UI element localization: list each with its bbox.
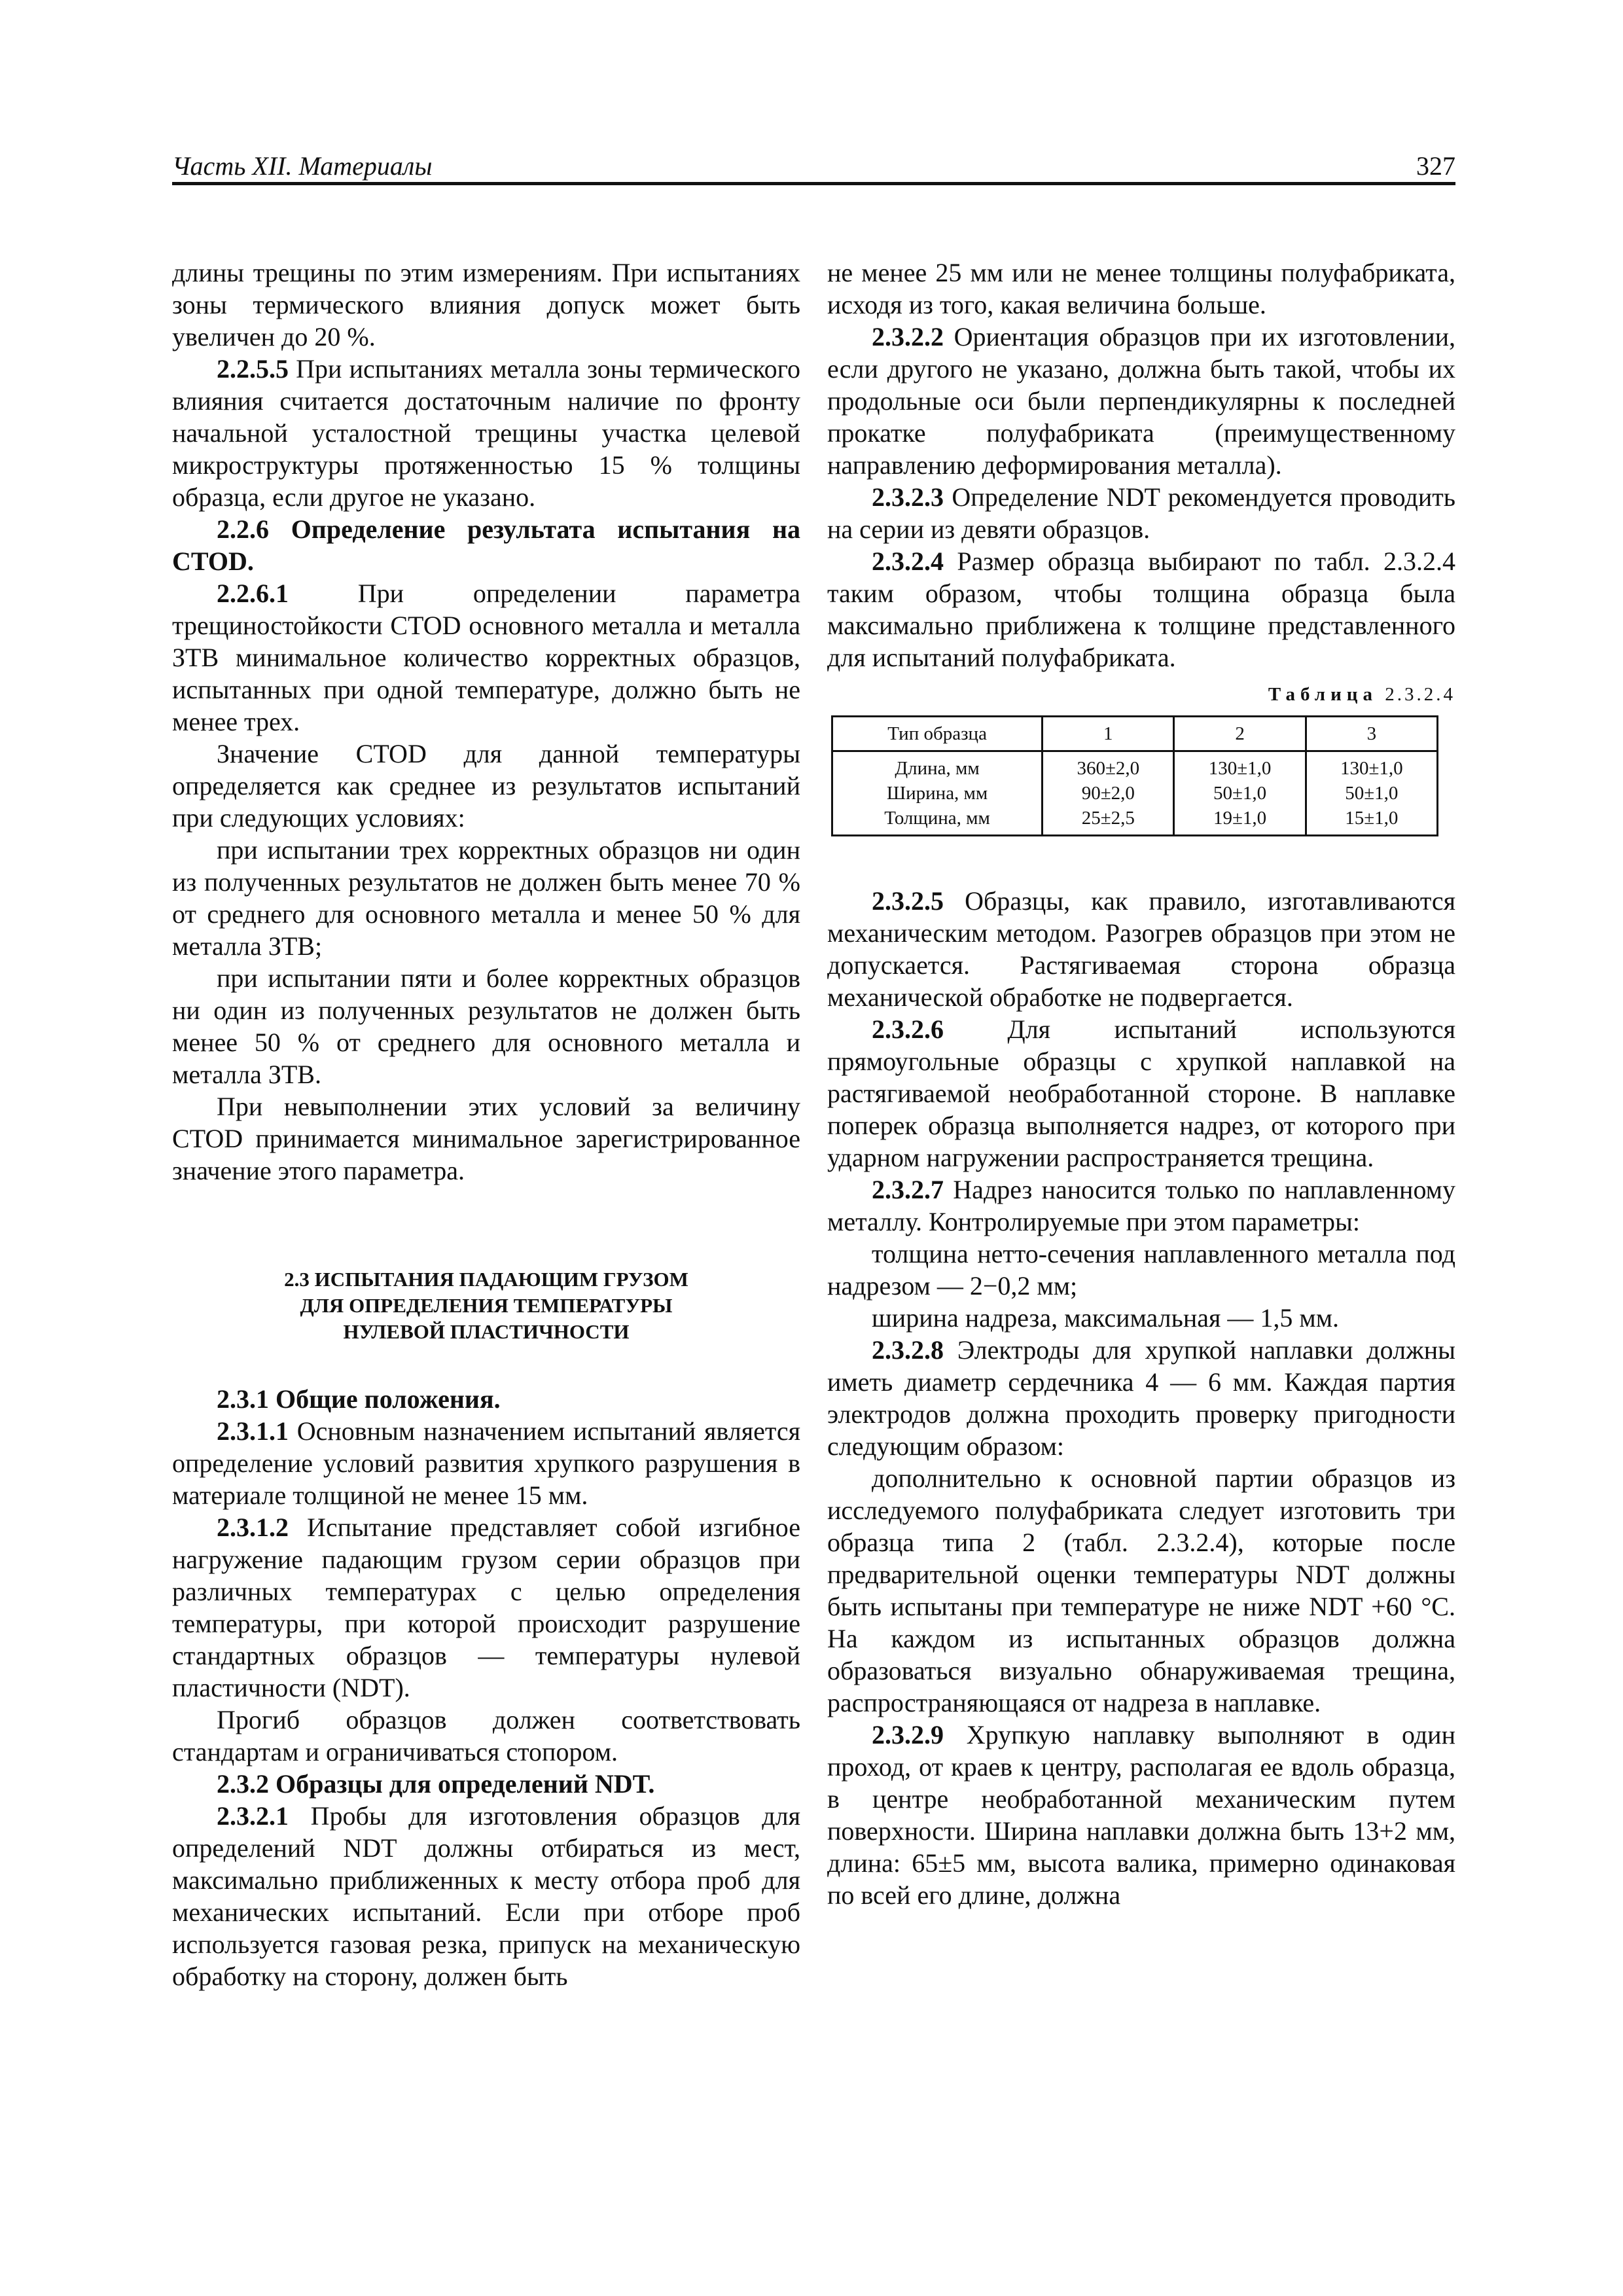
header-title: Часть XII. Материалы: [172, 151, 433, 181]
paragraph: ширина надреза, максимальная — 1,5 мм.: [872, 1303, 1340, 1333]
left-column: [172, 257, 800, 1992]
clause-number: 2.3.2.5: [872, 886, 944, 916]
clause-text: Определение NDT рекомендуется проводить на серии из девяти образцов.: [827, 482, 1455, 544]
cell-value: 19±1,0: [1213, 808, 1267, 829]
table-cell-type-1: [1043, 751, 1174, 836]
clause-number: 2.3.1.2: [217, 1513, 289, 1542]
paragraph: при испытании трех корректных образцов ни один из полученных результатов не должен быть менее 70 % от среднего для основного металла и менее 50 % для металла ЗТВ;: [172, 835, 800, 961]
paragraph: [827, 545, 1455, 673]
table-cell-type-2: [1174, 751, 1306, 836]
clause-number: 2.3.2.3: [872, 482, 944, 512]
paragraph: [172, 353, 800, 513]
page-number: 327: [1416, 151, 1455, 181]
table-row-labels: [832, 751, 1043, 836]
section-heading-line: ДЛЯ ОПРЕДЕЛЕНИЯ ТЕМПЕРАТУРЫ: [300, 1294, 673, 1317]
clause-text: Ориентация образцов при их изготовлении, если другого не указано, должна быть такой, чтобы их продольные оси были перпендикулярны к последней прокатке полуфабриката (преимущественному направлению деформирования металла).: [827, 322, 1455, 480]
paragraph: [827, 481, 1455, 545]
clause-text: Образцы, как правило, изготавливаются механическим методом. Разогрев образцов при этом не допускается. Растягиваемая сторона образца механической обработке не подвергается.: [827, 886, 1455, 1012]
paragraph: [172, 1511, 800, 1704]
right-column: [827, 257, 1455, 1911]
clause-text: Хрупкую наплавку выполняют в один проход, от краев к центру, располагая ее вдоль образца, в центре необработанной механическим путем поверхности. Ширина наплавки должна быть 13+2 мм, длина: 65±5 мм, высота валика, примерно одинаковая по всей его длине, должна: [827, 1720, 1455, 1910]
paragraph: дополнительно к основной партии образцов из исследуемого полуфабриката следует изготовить три образца типа 2 (табл. 2.3.2.4), которые после предварительной оценки температуры NDT должны быть испытаны при температуре не ниже NDT +60 °С. На каждом из испытанных образцов должна образоваться визуально обнаруживаемая трещина, распространяющаяся от надреза в наплавке.: [827, 1463, 1455, 1717]
clause-number: 2.3.2.8: [872, 1335, 944, 1365]
paragraph: толщина нетто-сечения наплавленного металла под надрезом — 2−0,2 мм;: [827, 1239, 1455, 1300]
table-caption-word: Таблица: [1268, 684, 1378, 705]
table-caption-number: 2.3.2.4: [1385, 684, 1455, 705]
clause-text: Размер образца выбирают по табл. 2.3.2.4 таким образом, чтобы толщина образца была максимально приближена к толщине представленного для испытаний полуфабриката.: [827, 547, 1455, 672]
paragraph: [172, 577, 800, 738]
paragraph: при испытании пяти и более корректных образцов ни один из полученных результатов не должен быть менее 50 % от среднего для основного металла и металла ЗТВ.: [172, 963, 800, 1089]
section-heading: [172, 1266, 800, 1345]
subsection-heading: 2.3.1 Общие положения.: [217, 1384, 501, 1414]
paragraph: Значение CTOD для данной температуры определяется как среднее из результатов испытаний при следующих условиях:: [172, 739, 800, 833]
table-header-cell: Тип образца: [832, 717, 1043, 751]
clause-number: 2.2.6.1: [217, 579, 289, 608]
paragraph: [172, 1800, 800, 1992]
table-header-cell: 3: [1306, 717, 1437, 751]
subsection-heading: 2.2.6 Определение результата испытания на CTOD.: [172, 514, 800, 576]
clause-text: Надрез наносится только по наплавленному металлу. Контролируемые при этом параметры:: [827, 1175, 1455, 1236]
clause-text: Для испытаний используются прямоугольные образцы с хрупкой наплавкой на растягиваемой необработанной стороне. В наплавке поперек образца выполняется надрез, от которого при ударном нагружении распространяется трещина.: [827, 1014, 1455, 1172]
clause-text: Испытание представляет собой изгибное нагружение падающим грузом серии образцов при различных температурах с целью определения температуры, при которой происходит разрушение стандартных образцов — температуры нулевой пластичности (NDT).: [172, 1513, 800, 1702]
specimen-size-table: [831, 715, 1438, 836]
table-cell-type-3: [1306, 751, 1437, 836]
section-heading-line: 2.3 ИСПЫТАНИЯ ПАДАЮЩИМ ГРУЗОМ: [284, 1268, 688, 1291]
clause-text: При определении параметра трещиностойкости CTOD основного металла и металла ЗТВ минимальное количество корректных образцов, испытанных при одной температуре, должно быть не менее трех.: [172, 579, 800, 736]
subsection-heading: 2.3.2 Образцы для определений NDT.: [217, 1769, 655, 1799]
table-row: [832, 751, 1438, 836]
cell-value: 50±1,0: [1213, 783, 1267, 804]
clause-number: 2.3.2.2: [872, 322, 944, 351]
paragraph: [827, 1719, 1455, 1911]
clause-number: 2.2.5.5: [217, 354, 289, 384]
cell-value: 25±2,5: [1081, 808, 1135, 829]
table-caption: [827, 683, 1455, 706]
table-header-cell: 1: [1043, 717, 1174, 751]
clause-number: 2.3.2.4: [872, 547, 944, 576]
table-header-row: [832, 717, 1438, 751]
cell-value: 130±1,0: [1340, 758, 1403, 779]
cell-value: 360±2,0: [1077, 758, 1140, 779]
paragraph: длины трещины по этим измерениям. При испытаниях зоны термического влияния допуск может быть увеличен до 20 %.: [172, 258, 800, 351]
clause-number: 2.3.2.9: [872, 1720, 944, 1749]
clause-text: Основным назначением испытаний является определение условий развития хрупкого разрушения в материале толщиной не менее 15 мм.: [172, 1416, 800, 1510]
cell-value: 90±2,0: [1081, 783, 1135, 804]
paragraph: не менее 25 мм или не менее толщины полуфабриката, исходя из того, какая величина больше.: [827, 258, 1455, 319]
clause-number: 2.3.1.1: [217, 1416, 289, 1446]
row-label: Ширина, мм: [886, 783, 988, 804]
running-header: [172, 144, 1455, 185]
paragraph: [827, 321, 1455, 481]
paragraph: Прогиб образцов должен соответствовать стандартам и ограничиваться стопором.: [172, 1705, 800, 1767]
paragraph: [827, 1174, 1455, 1238]
cell-value: 130±1,0: [1208, 758, 1272, 779]
cell-value: 50±1,0: [1345, 783, 1399, 804]
table-header-cell: 2: [1174, 717, 1306, 751]
cell-value: 15±1,0: [1345, 808, 1399, 829]
clause-number: 2.3.2.6: [872, 1014, 944, 1044]
clause-number: 2.3.2.7: [872, 1175, 944, 1204]
row-label: Толщина, мм: [884, 808, 990, 829]
paragraph: [172, 1415, 800, 1511]
clause-number: 2.3.2.1: [217, 1801, 289, 1831]
section-heading-line: НУЛЕВОЙ ПЛАСТИЧНОСТИ: [343, 1320, 630, 1343]
clause-text: При испытаниях металла зоны термического влияния считается достаточным наличие по фронту начальной усталостной трещины участка целевой микроструктуры протяженностью 15 % толщины образца, если другое не указано.: [172, 354, 800, 512]
clause-text: Электроды для хрупкой наплавки должны иметь диаметр сердечника 4 — 6 мм. Каждая партия электродов должна проходить проверку пригодности следующим образом:: [827, 1335, 1455, 1461]
clause-text: Пробы для изготовления образцов для определений NDT должны отбираться из мест, максимально приближенных к месту отбора проб для механических испытаний. Если при отборе проб используется газовая резка, припуск на механическую обработку на сторону, должен быть: [172, 1801, 800, 1991]
row-label: Длина, мм: [895, 758, 980, 779]
paragraph: [827, 1013, 1455, 1174]
paragraph: [827, 1334, 1455, 1462]
paragraph: [827, 885, 1455, 1013]
paragraph: При невыполнении этих условий за величину CTOD принимается минимальное зарегистрированное значение этого параметра.: [172, 1092, 800, 1185]
